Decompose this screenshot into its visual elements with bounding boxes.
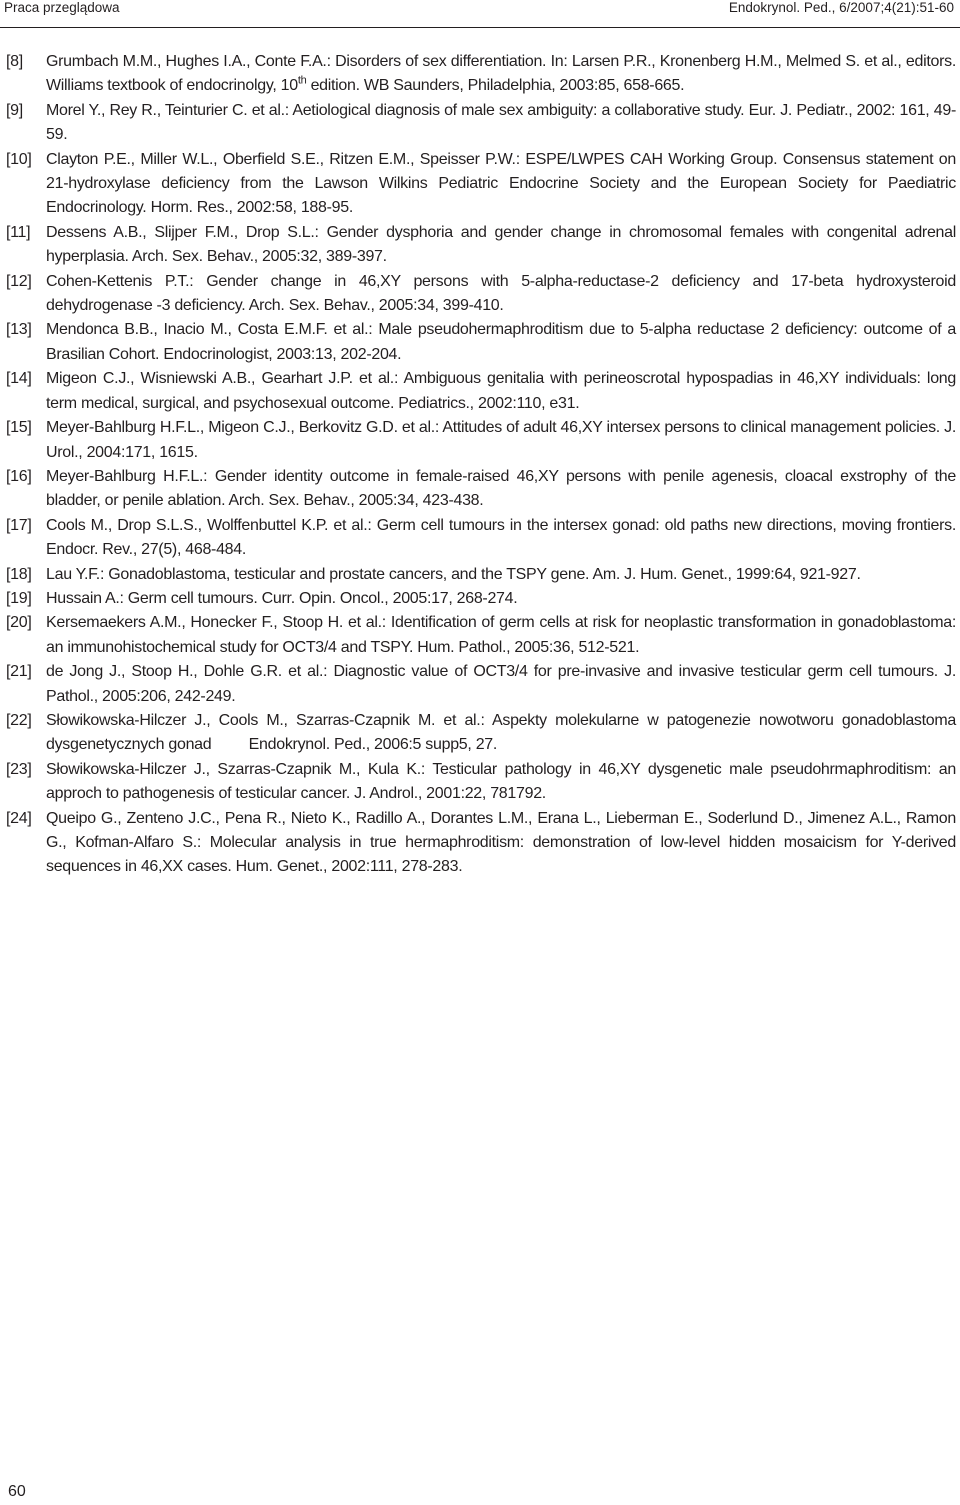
- reference-item: [6, 660, 956, 709]
- reference-number: [9]: [6, 101, 23, 119]
- reference-item: [6, 587, 956, 611]
- reference-number: [10]: [6, 150, 32, 168]
- reference-number: [17]: [6, 516, 32, 534]
- journal-citation: Endokrynol. Ped., 6/2007;4(21):51-60: [728, 0, 954, 15]
- reference-number: [8]: [6, 53, 23, 70]
- reference-text: Cools M., Drop S.L.S., Wolffenbuttel K.P. et al.: Germ cell tumours in the intersex gonad: old paths new directions, moving frontiers. Endocr. Rev., 27(5), 468-484.: [46, 516, 956, 559]
- reference-text: Kersemaekers A.M., Honecker F., Stoop H. et al.: Identification of germ cells at risk for neoplastic transformation in gonadoblastoma: an immunohistochemical study for OCT3/4 and TSPY. Hum. Pathol., 2005:36, 512-521.: [46, 614, 956, 656]
- reference-number: [19]: [6, 589, 32, 607]
- reference-number: [15]: [6, 419, 32, 437]
- reference-item: [6, 99, 956, 148]
- reference-number: [20]: [6, 614, 32, 632]
- reference-number: [24]: [6, 809, 32, 827]
- page-number: 60: [8, 1483, 26, 1500]
- section-label: Praca przeglądowa: [4, 0, 120, 15]
- reference-item: [6, 221, 956, 270]
- reference-item: [6, 270, 956, 319]
- reference-text: Słowikowska-Hilczer J., Cools M., Szarras-Czapnik M. et al.: Aspekty molekularne w patogenezie nowotworu gonadoblastoma dysgenetycznych gonad Endokrynol. Ped., 2006:5 supp5, 27.: [46, 711, 960, 754]
- reference-number: [18]: [6, 565, 32, 583]
- reference-number: [21]: [6, 663, 32, 681]
- reference-item: [6, 318, 956, 367]
- reference-item: [6, 367, 956, 416]
- reference-number: [23]: [6, 760, 32, 778]
- reference-item: [6, 611, 956, 660]
- reference-number: [12]: [6, 272, 32, 290]
- reference-item: [6, 709, 960, 758]
- reference-text: Migeon C.J., Wisniewski A.B., Gearhart J.P. et al.: Ambiguous genitalia with perineoscrotal hypospadias in 46,XY individuals: long term medical, surgical, and psychosexual outcome. Pediatrics., 2002:110, e31.: [46, 370, 956, 412]
- reference-number: [22]: [6, 711, 32, 729]
- reference-item: [6, 758, 956, 807]
- reference-text: Hussain A.: Germ cell tumours. Curr. Opin. Oncol., 2005:17, 268-274.: [46, 589, 518, 607]
- reference-text: Queipo G., Zenteno J.C., Pena R., Nieto K., Radillo A., Dorantes L.M., Erana L., Lieberman E., Soderlund D., Jimenez A.L., Ramon G., Kofman-Alfaro S.: Molecular analysis in true hermaphroditism: demonstration of low-level hidden mosaicism for Y-derived sequences in 46,XX cases. Hum. Genet., 2002:111, 278-283.: [46, 809, 956, 876]
- superscript: th: [297, 75, 307, 88]
- reference-text: Meyer-Bahlburg H.F.L., Migeon C.J., Berkovitz G.D. et al.: Attitudes of adult 46,XY intersex persons to clinical management policies. J. Urol., 2004:171, 1615.: [46, 419, 956, 461]
- reference-item: [6, 563, 956, 587]
- reference-item: [6, 148, 956, 221]
- reference-item: [6, 514, 956, 563]
- reference-number: [14]: [6, 370, 32, 388]
- page-header: [0, 0, 960, 28]
- reference-text: Lau Y.F.: Gonadoblastoma, testicular and prostate cancers, and the TSPY gene. Am. J. Hum. Genet., 1999:64, 921-927.: [46, 565, 861, 583]
- reference-item: [6, 465, 956, 514]
- reference-text: Mendonca B.B., Inacio M., Costa E.M.F. et al.: Male pseudohermaphroditism due to 5-alpha reductase 2 deficiency: outcome of a Brasilian Cohort. Endocrinologist, 2003:13, 202-204.: [46, 321, 956, 363]
- reference-text: Słowikowska-Hilczer J., Szarras-Czapnik M., Kula K.: Testicular pathology in 46,XY dysgenetic male pseudohrmaphroditism: an approch to pathogenesis of testicular cancer. J. Androl., 2001:22, 781792.: [46, 760, 956, 803]
- reference-item: [6, 50, 956, 99]
- reference-text: Morel Y., Rey R., Teinturier C. et al.: Aetiological diagnosis of male sex ambiguity: a collaborative study. Eur. J. Pediatr., 2002: 161, 49-59.: [46, 101, 956, 144]
- reference-number: [16]: [6, 467, 32, 485]
- reference-text: Dessens A.B., Slijper F.M., Drop S.L.: Gender dysphoria and gender change in chromosomal females with congenital adrenal hyperplasia. Arch. Sex. Behav., 2005:32, 389-397.: [46, 223, 956, 266]
- reference-number: [13]: [6, 321, 32, 339]
- reference-text: de Jong J., Stoop H., Dohle G.R. et al.: Diagnostic value of OCT3/4 for pre-invasive and invasive testicular germ cell tumours. J. Pathol., 2005:206, 242-249.: [46, 663, 956, 705]
- reference-list: [6, 50, 960, 880]
- reference-item: [6, 416, 956, 465]
- reference-text: Clayton P.E., Miller W.L., Oberfield S.E., Ritzen E.M., Speisser P.W.: ESPE/LWPES CAH Working Group. Consensus statement on 21-hydroxylase deficiency from the Lawson Wilkins Pediatric Endocrine Society and the European Society for Paediatric Endocrinology. Horm. Res., 2002:58, 188-95.: [46, 150, 956, 217]
- header-divider: [0, 27, 960, 28]
- reference-text: Meyer-Bahlburg H.F.L.: Gender identity outcome in female-raised 46,XY persons with penile agenesis, cloacal exstrophy of the bladder, or penile ablation. Arch. Sex. Behav., 2005:34, 423-438.: [46, 467, 956, 510]
- reference-text: Cohen-Kettenis P.T.: Gender change in 46,XY persons with 5-alpha-reductase-2 deficiency and 17-beta hydroxysteroid dehydrogenase -3 deficiency. Arch. Sex. Behav., 2005:34, 399-410.: [46, 272, 956, 315]
- reference-number: [11]: [6, 223, 31, 241]
- reference-text: Grumbach M.M., Hughes I.A., Conte F.A.: Disorders of sex differentiation. In: Larsen P.R., Kronenberg H.M., Melmed S. et al., editors. Williams textbook of endocrinolgy, 10th edition. WB Saunders, Philadelphia, 2003:85, 658-665.: [46, 53, 956, 95]
- reference-item: [6, 807, 956, 880]
